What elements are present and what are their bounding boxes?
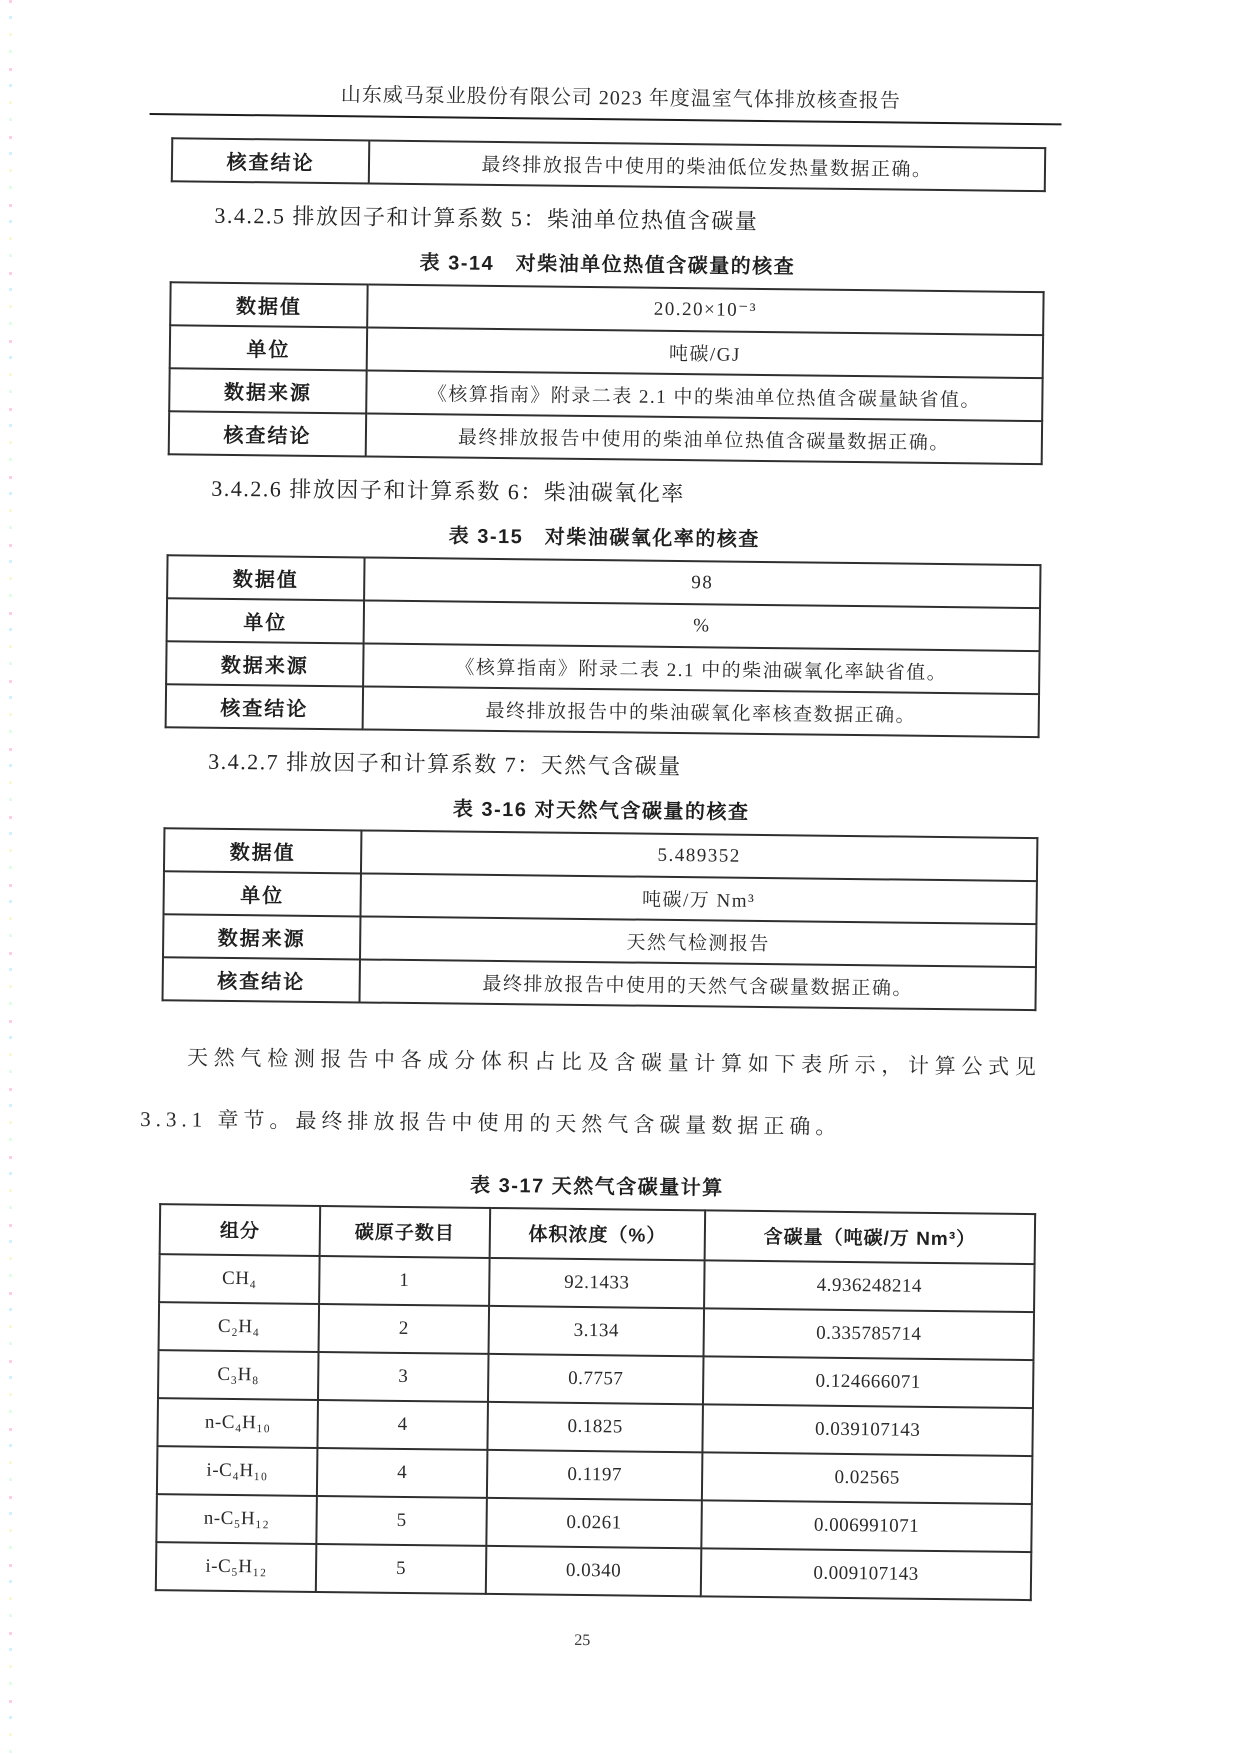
row-label-cell: 单位	[170, 325, 367, 370]
cell-carbon-atoms: 4	[317, 1448, 488, 1498]
cell-volume: 0.0340	[486, 1546, 702, 1596]
cell-volume: 0.0261	[486, 1498, 702, 1548]
row-value-cell: 最终排放报告中的柴油碳氧化率核查数据正确。	[363, 686, 1039, 737]
cell-carbon-content: 4.936248214	[704, 1260, 1035, 1312]
row-value-cell: 《核算指南》附录二表 2.1 中的柴油单位热值含碳量缺省值。	[366, 370, 1042, 421]
body-paragraph: 天然气检测报告中各成分体积占比及含碳量计算如下表所示，计算公式见 3.3.1 章节。最终排放报告中使用的天然气含碳量数据正确。	[140, 1045, 1041, 1139]
section-heading-3-4-2-5: 3.4.2.5 排放因子和计算系数 5：柴油单位热值含碳量	[214, 202, 759, 234]
row-label-cell: 数据来源	[166, 641, 363, 686]
table-row	[172, 138, 1045, 191]
cell-carbon-content: 0.335785714	[704, 1308, 1035, 1360]
col-header-volume-concentration: 体积浓度（%）	[490, 1208, 706, 1260]
row-label-cell: 数据来源	[163, 914, 360, 959]
row-value-cell: 20.20×10⁻³	[367, 284, 1043, 335]
col-header-carbon-atoms: 碳原子数目	[320, 1206, 491, 1258]
row-value-cell: 最终排放报告中使用的柴油单位热值含碳量数据正确。	[366, 413, 1042, 464]
cell-carbon-atoms: 1	[319, 1256, 490, 1306]
scan-edge-artifacts	[9, 0, 12, 1754]
cell-carbon-atoms: 5	[316, 1496, 487, 1546]
verification-table-3-16	[162, 827, 1039, 1011]
carryover-table	[171, 137, 1046, 192]
table-row	[169, 411, 1042, 464]
row-label-cell: 核查结论	[166, 684, 363, 729]
cell-carbon-atoms: 5	[316, 1544, 487, 1594]
cell-component: n-C₅H₁₂	[156, 1494, 317, 1544]
row-label-cell: 核查结论	[172, 138, 369, 183]
composition-table-3-17	[155, 1203, 1036, 1601]
row-value-cell: 最终排放报告中使用的天然气含碳量数据正确。	[360, 959, 1036, 1010]
cell-component: i-C₄H₁₀	[157, 1446, 318, 1496]
row-label-cell: 单位	[167, 598, 364, 643]
cell-carbon-content: 0.006991071	[701, 1500, 1032, 1552]
row-label-cell: 核查结论	[169, 411, 366, 456]
cell-volume: 3.134	[489, 1306, 705, 1356]
table-caption-3-15: 表 3-15 对柴油碳氧化率的核查	[448, 525, 760, 551]
cell-volume: 0.1825	[487, 1402, 703, 1452]
document-page	[132, 76, 1092, 1655]
cell-component: i-C₅H₁₂	[156, 1542, 317, 1592]
table-caption-3-17: 表 3-17 天然气含碳量计算	[469, 1174, 724, 1200]
row-value-cell: 最终排放报告中使用的柴油低位发热量数据正确。	[369, 140, 1045, 191]
page-number: 25	[574, 1631, 591, 1649]
cell-carbon-atoms: 3	[318, 1352, 489, 1402]
verification-table-3-14	[168, 281, 1045, 465]
table-caption-3-14: 表 3-14 对柴油单位热值含碳量的核查	[419, 252, 796, 279]
row-value-cell: 98	[364, 557, 1040, 608]
row-value-cell: 《核算指南》附录二表 2.1 中的柴油碳氧化率缺省值。	[363, 643, 1039, 694]
row-value-cell: 吨碳/万 Nm³	[360, 873, 1036, 924]
row-label-cell: 数据值	[167, 555, 364, 600]
row-value-cell: 天然气检测报告	[360, 916, 1036, 967]
col-header-component: 组分	[160, 1204, 321, 1256]
cell-component: n-C₄H₁₀	[157, 1398, 318, 1448]
table-row	[156, 1542, 1031, 1600]
cell-volume: 0.1197	[487, 1450, 703, 1500]
cell-carbon-content: 0.039107143	[702, 1404, 1033, 1456]
table-row	[166, 684, 1039, 737]
section-heading-3-4-2-7: 3.4.2.7 排放因子和计算系数 7：天然气含碳量	[208, 748, 682, 780]
row-label-cell: 数据来源	[169, 368, 366, 413]
cell-carbon-atoms: 2	[319, 1304, 490, 1354]
row-value-cell: 5.489352	[361, 830, 1037, 881]
cell-component: CH₄	[159, 1254, 320, 1304]
cell-component: C₂H₄	[159, 1302, 320, 1352]
cell-carbon-content: 0.009107143	[701, 1548, 1032, 1600]
cell-carbon-atoms: 4	[317, 1400, 488, 1450]
row-value-cell: 吨碳/GJ	[367, 327, 1043, 378]
row-label-cell: 核查结论	[163, 957, 360, 1002]
table-caption-3-16: 表 3-16 对天然气含碳量的核查	[452, 798, 750, 824]
row-value-cell: %	[364, 600, 1040, 651]
section-heading-3-4-2-6: 3.4.2.6 排放因子和计算系数 6：柴油碳氧化率	[211, 475, 685, 507]
cell-volume: 0.7757	[488, 1354, 704, 1404]
header-rule	[150, 113, 1062, 125]
cell-carbon-content: 0.124666071	[703, 1356, 1034, 1408]
table-row	[163, 957, 1036, 1010]
row-label-cell: 数据值	[164, 828, 361, 873]
verification-table-3-15	[165, 554, 1042, 738]
cell-component: C₃H₈	[158, 1350, 319, 1400]
col-header-carbon-content: 含碳量（吨碳/万 Nm³）	[705, 1210, 1036, 1264]
page-header-title: 山东威马泵业股份有限公司 2023 年度温室气体排放核查报告	[340, 84, 901, 113]
row-label-cell: 数据值	[170, 282, 367, 327]
cell-volume: 92.1433	[489, 1258, 705, 1308]
cell-carbon-content: 0.02565	[702, 1452, 1033, 1504]
row-label-cell: 单位	[163, 871, 360, 916]
